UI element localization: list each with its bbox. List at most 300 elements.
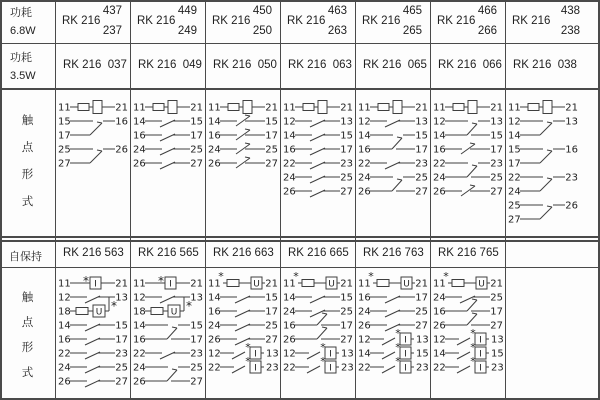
- svg-text:24: 24: [433, 172, 446, 184]
- model-selfhold-cell: [355, 241, 430, 268]
- model-number-bottom: 238: [560, 25, 580, 37]
- svg-text:24: 24: [208, 320, 221, 332]
- svg-text:22: 22: [133, 348, 146, 360]
- svg-text:13: 13: [190, 292, 203, 304]
- svg-text:*: *: [293, 270, 299, 283]
- svg-text:11: 11: [58, 278, 71, 290]
- svg-text:27: 27: [115, 376, 128, 388]
- svg-text:14: 14: [433, 130, 446, 142]
- model-number: RK 216 663: [213, 247, 274, 259]
- contact-form-label-top: [0, 108, 55, 216]
- svg-text:23: 23: [565, 172, 578, 184]
- svg-text:16: 16: [58, 334, 71, 346]
- svg-text:*: *: [186, 299, 192, 313]
- model-number: RK 216 763: [363, 247, 424, 259]
- svg-text:*: *: [320, 355, 326, 368]
- model-6-8w-cell: [130, 0, 205, 44]
- svg-text:25: 25: [415, 306, 428, 318]
- model-number: RK 216 066: [438, 59, 502, 71]
- svg-text:24: 24: [208, 144, 221, 156]
- svg-text:22: 22: [358, 362, 371, 374]
- svg-text:24: 24: [283, 172, 296, 184]
- power-value: 3.5W: [10, 70, 36, 82]
- svg-text:14: 14: [58, 320, 71, 332]
- model-3-5w-cell: [355, 44, 430, 89]
- svg-text:12: 12: [358, 334, 371, 346]
- model-number-bottom: 249: [177, 25, 197, 37]
- power-label: 功耗: [10, 52, 32, 64]
- contact-diagram-top: [207, 97, 280, 229]
- svg-text:16: 16: [358, 144, 371, 156]
- svg-text:27: 27: [340, 186, 353, 198]
- svg-text:12: 12: [133, 292, 146, 304]
- model-number-bottom: 250: [252, 25, 272, 37]
- svg-text:13: 13: [341, 348, 354, 360]
- svg-text:27: 27: [190, 376, 203, 388]
- svg-text:16: 16: [133, 334, 146, 346]
- svg-text:15: 15: [508, 144, 521, 156]
- svg-text:*: *: [470, 327, 476, 340]
- svg-text:22: 22: [508, 172, 521, 184]
- model-selfhold-cell: [430, 241, 505, 268]
- model-number-top: 449: [177, 5, 197, 17]
- svg-text:13: 13: [266, 348, 279, 360]
- svg-text:21: 21: [490, 278, 503, 290]
- row-line: [0, 240, 600, 242]
- svg-text:15: 15: [190, 320, 203, 332]
- contact-diagram-bottom: [357, 270, 430, 391]
- svg-text:*: *: [158, 274, 164, 288]
- svg-text:16: 16: [208, 306, 221, 318]
- svg-text:15: 15: [115, 320, 128, 332]
- svg-text:U: U: [170, 307, 178, 318]
- svg-text:11: 11: [283, 102, 296, 114]
- svg-text:25: 25: [265, 144, 278, 156]
- svg-text:15: 15: [340, 130, 353, 142]
- power-3-5w-label-cell: [0, 44, 55, 89]
- svg-text:17: 17: [508, 158, 521, 170]
- svg-text:17: 17: [490, 306, 503, 318]
- svg-text:11: 11: [358, 278, 371, 290]
- svg-text:*: *: [368, 270, 374, 283]
- column-line: [598, 0, 600, 400]
- svg-text:27: 27: [190, 158, 203, 170]
- svg-text:26: 26: [358, 320, 371, 332]
- svg-text:27: 27: [265, 158, 278, 170]
- model-number-top: 437: [102, 5, 122, 17]
- contact-diagram-bottom: [57, 273, 130, 391]
- row-line: [0, 88, 600, 90]
- svg-text:11: 11: [433, 102, 446, 114]
- model-6-8w-cell: [355, 0, 430, 44]
- model-number: RK 216 049: [138, 59, 202, 71]
- svg-text:23: 23: [415, 158, 428, 170]
- svg-text:26: 26: [283, 334, 296, 346]
- column-line: [355, 0, 356, 400]
- svg-text:16: 16: [433, 144, 446, 156]
- contact-diagram-top: [432, 97, 505, 229]
- svg-text:26: 26: [283, 186, 296, 198]
- model-selfhold-cell: [280, 241, 355, 268]
- svg-text:11: 11: [508, 102, 521, 114]
- svg-text:13: 13: [340, 116, 353, 128]
- svg-text:13: 13: [115, 292, 128, 304]
- svg-text:*: *: [245, 341, 251, 354]
- svg-text:15: 15: [490, 130, 503, 142]
- contact-diagram-top: [132, 97, 205, 229]
- svg-text:23: 23: [490, 158, 503, 170]
- svg-text:26: 26: [115, 144, 128, 156]
- svg-text:27: 27: [58, 158, 71, 170]
- svg-text:25: 25: [265, 320, 278, 332]
- svg-text:U: U: [328, 279, 335, 290]
- svg-text:15: 15: [415, 130, 428, 142]
- svg-text:*: *: [111, 299, 117, 313]
- svg-text:14: 14: [133, 320, 146, 332]
- svg-text:11: 11: [433, 278, 446, 290]
- self-hold-label: 自保持: [9, 251, 42, 263]
- model-prefix: RK 216: [287, 15, 326, 27]
- svg-text:25: 25: [490, 172, 503, 184]
- contact-diagram-bottom: [132, 273, 205, 391]
- contact-diagram-top: [282, 97, 355, 229]
- svg-text:I: I: [479, 335, 482, 346]
- svg-text:24: 24: [133, 144, 146, 156]
- svg-text:24: 24: [433, 292, 446, 304]
- svg-text:17: 17: [415, 144, 428, 156]
- svg-text:26: 26: [433, 186, 446, 198]
- svg-text:23: 23: [340, 158, 353, 170]
- svg-text:14: 14: [508, 130, 521, 142]
- model-3-5w-cell: [280, 44, 355, 89]
- svg-text:*: *: [395, 341, 401, 354]
- svg-text:24: 24: [58, 362, 71, 374]
- svg-text:12: 12: [208, 348, 221, 360]
- power-value: 6.8W: [10, 25, 36, 37]
- model-6-8w-cell: [205, 0, 280, 44]
- svg-text:14: 14: [358, 130, 371, 142]
- svg-text:21: 21: [340, 278, 353, 290]
- svg-text:26: 26: [208, 158, 221, 170]
- svg-text:23: 23: [491, 362, 504, 374]
- svg-text:23: 23: [416, 362, 429, 374]
- svg-text:22: 22: [358, 158, 371, 170]
- svg-text:15: 15: [265, 116, 278, 128]
- svg-text:16: 16: [283, 144, 296, 156]
- model-6-8w-cell: [430, 0, 505, 44]
- svg-text:11: 11: [208, 102, 221, 114]
- svg-text:24: 24: [508, 186, 521, 198]
- svg-text:23: 23: [341, 362, 354, 374]
- svg-text:I: I: [254, 363, 257, 374]
- power-label: 功耗: [10, 7, 32, 19]
- svg-text:17: 17: [115, 334, 128, 346]
- contact-form-char: 触: [21, 115, 34, 127]
- svg-text:25: 25: [490, 292, 503, 304]
- svg-text:12: 12: [58, 292, 71, 304]
- model-number: RK 216 037: [63, 59, 127, 71]
- svg-text:23: 23: [190, 348, 203, 360]
- svg-text:15: 15: [58, 116, 71, 128]
- svg-text:*: *: [245, 355, 251, 368]
- svg-text:25: 25: [508, 200, 521, 212]
- svg-text:17: 17: [190, 334, 203, 346]
- column-line: [505, 0, 506, 400]
- svg-text:17: 17: [340, 144, 353, 156]
- svg-text:U: U: [478, 279, 485, 290]
- svg-text:I: I: [479, 349, 482, 360]
- svg-text:24: 24: [358, 172, 371, 184]
- row-line: [0, 267, 600, 268]
- contact-form-label-bottom: [0, 286, 55, 386]
- model-number: RK 216 065: [363, 59, 427, 71]
- contact-diagram-bottom: [207, 270, 280, 391]
- svg-text:13: 13: [415, 116, 428, 128]
- svg-text:26: 26: [565, 200, 578, 212]
- model-number-bottom: 266: [477, 25, 497, 37]
- contact-form-char: 式: [21, 367, 34, 379]
- svg-text:17: 17: [265, 306, 278, 318]
- model-number: RK 216 050: [213, 59, 277, 71]
- svg-text:21: 21: [190, 278, 203, 290]
- svg-text:25: 25: [415, 172, 428, 184]
- model-number: RK 216 665: [288, 247, 349, 259]
- model-number: RK 216 038: [513, 59, 577, 71]
- svg-text:*: *: [470, 355, 476, 368]
- svg-text:11: 11: [208, 278, 221, 290]
- svg-text:14: 14: [133, 116, 146, 128]
- svg-text:25: 25: [115, 362, 128, 374]
- svg-text:26: 26: [208, 334, 221, 346]
- model-number-top: 438: [560, 5, 580, 17]
- svg-text:22: 22: [433, 158, 446, 170]
- model-3-5w-cell: [430, 44, 505, 89]
- model-number-bottom: 237: [102, 25, 122, 37]
- svg-text:14: 14: [208, 116, 221, 128]
- contact-diagram-bottom: [432, 270, 505, 391]
- svg-text:11: 11: [58, 102, 71, 114]
- svg-text:16: 16: [358, 292, 371, 304]
- svg-text:21: 21: [490, 102, 503, 114]
- svg-text:14: 14: [358, 348, 371, 360]
- svg-text:15: 15: [265, 292, 278, 304]
- svg-text:27: 27: [508, 214, 521, 226]
- svg-text:17: 17: [340, 320, 353, 332]
- svg-text:25: 25: [190, 144, 203, 156]
- svg-text:12: 12: [508, 116, 521, 128]
- svg-text:14: 14: [208, 292, 221, 304]
- model-6-8w-cell: [280, 0, 355, 44]
- svg-text:*: *: [395, 327, 401, 340]
- svg-text:14: 14: [283, 130, 296, 142]
- svg-text:25: 25: [340, 306, 353, 318]
- svg-text:12: 12: [433, 116, 446, 128]
- svg-text:18: 18: [58, 306, 71, 318]
- svg-text:24: 24: [358, 306, 371, 318]
- svg-text:22: 22: [283, 362, 296, 374]
- svg-text:22: 22: [58, 348, 71, 360]
- svg-text:15: 15: [491, 348, 504, 360]
- svg-text:12: 12: [433, 334, 446, 346]
- svg-text:24: 24: [283, 306, 296, 318]
- model-selfhold-cell: [205, 241, 280, 268]
- svg-text:13: 13: [565, 116, 578, 128]
- model-prefix: RK 216: [437, 15, 476, 27]
- svg-text:I: I: [94, 279, 97, 290]
- contact-form-char: 形: [21, 169, 34, 181]
- model-6-8w-cell: [55, 0, 130, 44]
- model-3-5w-cell: [205, 44, 280, 89]
- column-line: [205, 0, 206, 400]
- model-number-bottom: 263: [327, 25, 347, 37]
- svg-text:27: 27: [340, 334, 353, 346]
- contact-form-char: 形: [21, 342, 34, 354]
- model-number-top: 466: [477, 5, 497, 17]
- svg-text:*: *: [443, 270, 449, 283]
- model-number-top: 463: [327, 5, 347, 17]
- svg-text:21: 21: [265, 102, 278, 114]
- svg-text:*: *: [395, 355, 401, 368]
- svg-text:27: 27: [415, 320, 428, 332]
- svg-text:14: 14: [283, 292, 296, 304]
- contact-diagram-top: [357, 97, 430, 229]
- svg-text:11: 11: [133, 102, 146, 114]
- svg-text:16: 16: [208, 130, 221, 142]
- model-3-5w-cell: [130, 44, 205, 89]
- svg-text:21: 21: [115, 102, 128, 114]
- svg-text:26: 26: [58, 376, 71, 388]
- model-number-bottom: 265: [402, 25, 422, 37]
- svg-text:23: 23: [115, 348, 128, 360]
- svg-text:27: 27: [265, 334, 278, 346]
- svg-text:13: 13: [416, 334, 429, 346]
- svg-text:21: 21: [265, 278, 278, 290]
- model-number-top: 450: [252, 5, 272, 17]
- svg-text:17: 17: [190, 130, 203, 142]
- svg-text:I: I: [404, 335, 407, 346]
- model-number: RK 216 765: [438, 247, 499, 259]
- svg-text:I: I: [254, 349, 257, 360]
- svg-text:I: I: [329, 349, 332, 360]
- contact-diagram-bottom: [282, 270, 355, 391]
- contact-diagram-top: [57, 97, 130, 229]
- svg-text:17: 17: [415, 292, 428, 304]
- svg-text:16: 16: [115, 116, 128, 128]
- svg-text:25: 25: [190, 362, 203, 374]
- model-number: RK 216 063: [288, 59, 352, 71]
- model-number-top: 465: [402, 5, 422, 17]
- svg-text:16: 16: [133, 130, 146, 142]
- model-selfhold-cell: [505, 241, 600, 268]
- power-6-8w-label-cell: [0, 0, 55, 44]
- contact-form-char: 触: [21, 292, 34, 304]
- contact-form-char: 点: [21, 317, 34, 329]
- svg-text:21: 21: [340, 102, 353, 114]
- svg-text:25: 25: [58, 144, 71, 156]
- svg-text:I: I: [404, 363, 407, 374]
- svg-text:21: 21: [115, 278, 128, 290]
- svg-text:12: 12: [358, 116, 371, 128]
- model-3-5w-cell: [55, 44, 130, 89]
- svg-text:U: U: [253, 279, 260, 290]
- svg-text:I: I: [329, 363, 332, 374]
- model-3-5w-cell: [505, 44, 600, 89]
- svg-text:17: 17: [58, 130, 71, 142]
- svg-text:*: *: [218, 270, 224, 283]
- svg-text:14: 14: [433, 348, 446, 360]
- svg-text:21: 21: [190, 102, 203, 114]
- svg-text:21: 21: [415, 278, 428, 290]
- svg-text:21: 21: [415, 102, 428, 114]
- column-line: [430, 0, 431, 400]
- model-prefix: RK 216: [62, 15, 101, 27]
- svg-text:U: U: [403, 279, 410, 290]
- model-6-8w-cell: [505, 0, 600, 44]
- svg-text:16: 16: [565, 144, 578, 156]
- model-selfhold-cell: [55, 241, 130, 268]
- svg-text:U: U: [95, 307, 103, 318]
- svg-text:13: 13: [490, 116, 503, 128]
- svg-text:24: 24: [133, 362, 146, 374]
- model-prefix: RK 216: [212, 15, 251, 27]
- svg-text:22: 22: [208, 362, 221, 374]
- svg-text:*: *: [320, 341, 326, 354]
- svg-text:27: 27: [415, 186, 428, 198]
- column-line: [0, 0, 2, 400]
- svg-text:22: 22: [283, 158, 296, 170]
- model-prefix: RK 216: [512, 15, 551, 27]
- model-number: RK 216 563: [63, 247, 124, 259]
- svg-text:23: 23: [266, 362, 279, 374]
- svg-text:17: 17: [490, 144, 503, 156]
- model-prefix: RK 216: [362, 15, 401, 27]
- row-line: [0, 43, 600, 44]
- column-line: [55, 0, 56, 400]
- svg-text:11: 11: [283, 278, 296, 290]
- svg-text:26: 26: [133, 158, 146, 170]
- svg-text:26: 26: [133, 376, 146, 388]
- svg-text:26: 26: [433, 320, 446, 332]
- svg-text:15: 15: [416, 348, 429, 360]
- svg-text:I: I: [404, 349, 407, 360]
- svg-text:27: 27: [490, 186, 503, 198]
- column-line: [280, 0, 281, 400]
- column-line: [130, 0, 131, 400]
- self-hold-label-cell: [0, 241, 55, 268]
- contact-diagram-bottom: [507, 273, 580, 391]
- svg-text:22: 22: [433, 362, 446, 374]
- svg-text:16: 16: [433, 306, 446, 318]
- contact-form-char: 点: [21, 142, 34, 154]
- svg-text:11: 11: [133, 278, 146, 290]
- model-selfhold-cell: [130, 241, 205, 268]
- svg-text:26: 26: [358, 186, 371, 198]
- svg-text:25: 25: [340, 172, 353, 184]
- row-line: [0, 236, 600, 238]
- svg-text:16: 16: [283, 320, 296, 332]
- svg-text:12: 12: [283, 116, 296, 128]
- svg-text:*: *: [83, 274, 89, 288]
- svg-text:13: 13: [491, 334, 504, 346]
- row-line: [0, 0, 600, 2]
- svg-text:17: 17: [265, 130, 278, 142]
- svg-text:I: I: [169, 279, 172, 290]
- svg-text:21: 21: [565, 102, 578, 114]
- svg-text:11: 11: [358, 102, 371, 114]
- svg-text:12: 12: [283, 348, 296, 360]
- contact-diagram-top: [507, 97, 580, 229]
- svg-text:15: 15: [340, 292, 353, 304]
